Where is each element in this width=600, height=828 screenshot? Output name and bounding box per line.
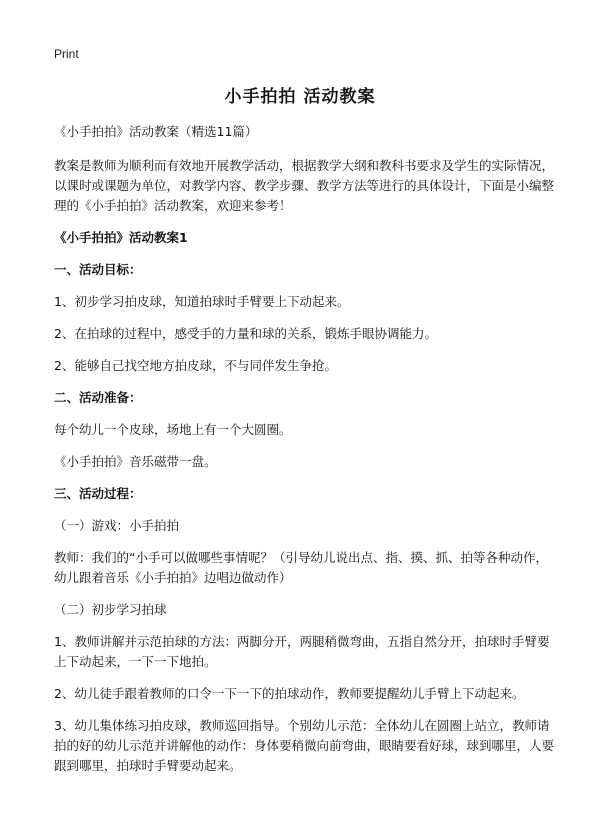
print-link[interactable]: Print <box>54 47 79 61</box>
prep-item: 每个幼儿一个皮球，场地上有一个大圆圈。 <box>54 422 292 437</box>
goal-item: 2、能够自己找空地方拍皮球，不与同伴发生争抢。 <box>54 358 337 373</box>
step2-title: （二）初步学习拍球 <box>54 602 167 617</box>
goal-heading: 一、活动目标： <box>54 262 142 277</box>
prep-heading: 二、活动准备： <box>54 390 142 405</box>
page-title: 小手拍拍 活动教案 <box>224 87 376 107</box>
document-subtitle: 《小手拍拍》活动教案（精选11篇） <box>54 124 258 139</box>
intro-paragraph: 教案是教师为顺利而有效地开展教学活动，根据教学大纲和教科书要求及学生的实际情况，以课时或课题为单位，对教学内容、教学步骤、教学方法等进行的具体设计，下面是小编整理的《小手拍拍》活动教案，欢迎来参考！ <box>54 158 555 213</box>
document-body <box>54 122 554 788</box>
goal-item: 2、在拍球的过程中，感受手的力量和球的关系，锻炼手眼协调能力。 <box>54 326 437 341</box>
step1-title: （一）游戏：小手拍拍 <box>54 518 180 533</box>
prep-item: 《小手拍拍》音乐磁带一盘。 <box>54 454 217 469</box>
step2-item: 2、幼儿徒手跟着教师的口令一下一下的拍球动作，教师要提醒幼儿手臂上下动起来。 <box>54 686 525 701</box>
goal-item: 1、初步学习拍皮球，知道拍球时手臂要上下动起来。 <box>54 294 350 309</box>
section-title: 《小手拍拍》活动教案1 <box>54 230 188 245</box>
process-heading: 三、活动过程： <box>54 486 142 501</box>
step2-item: 3、幼儿集体练习拍皮球，教师巡回指导。个别幼儿示范：全体幼儿在圆圈上站立，教师请拍的好的幼儿示范并讲解他的动作：身体要稍微向前弯曲，眼睛要看好球，球到哪里，人要跟到哪里，拍球时手臂要动起来。 <box>54 718 555 773</box>
step2-item: 1、教师讲解并示范拍球的方法：两脚分开，两腿稍微弯曲，五指自然分开，拍球时手臂要上下动起来，一下一下地拍。 <box>54 634 550 669</box>
step1-text: 教师：我们的“小手可以做哪些事情呢？（引导幼儿说出点、指、摸、抓、拍等各种动作，幼儿跟着音乐《小手拍拍》边唱边做动作） <box>54 550 548 585</box>
